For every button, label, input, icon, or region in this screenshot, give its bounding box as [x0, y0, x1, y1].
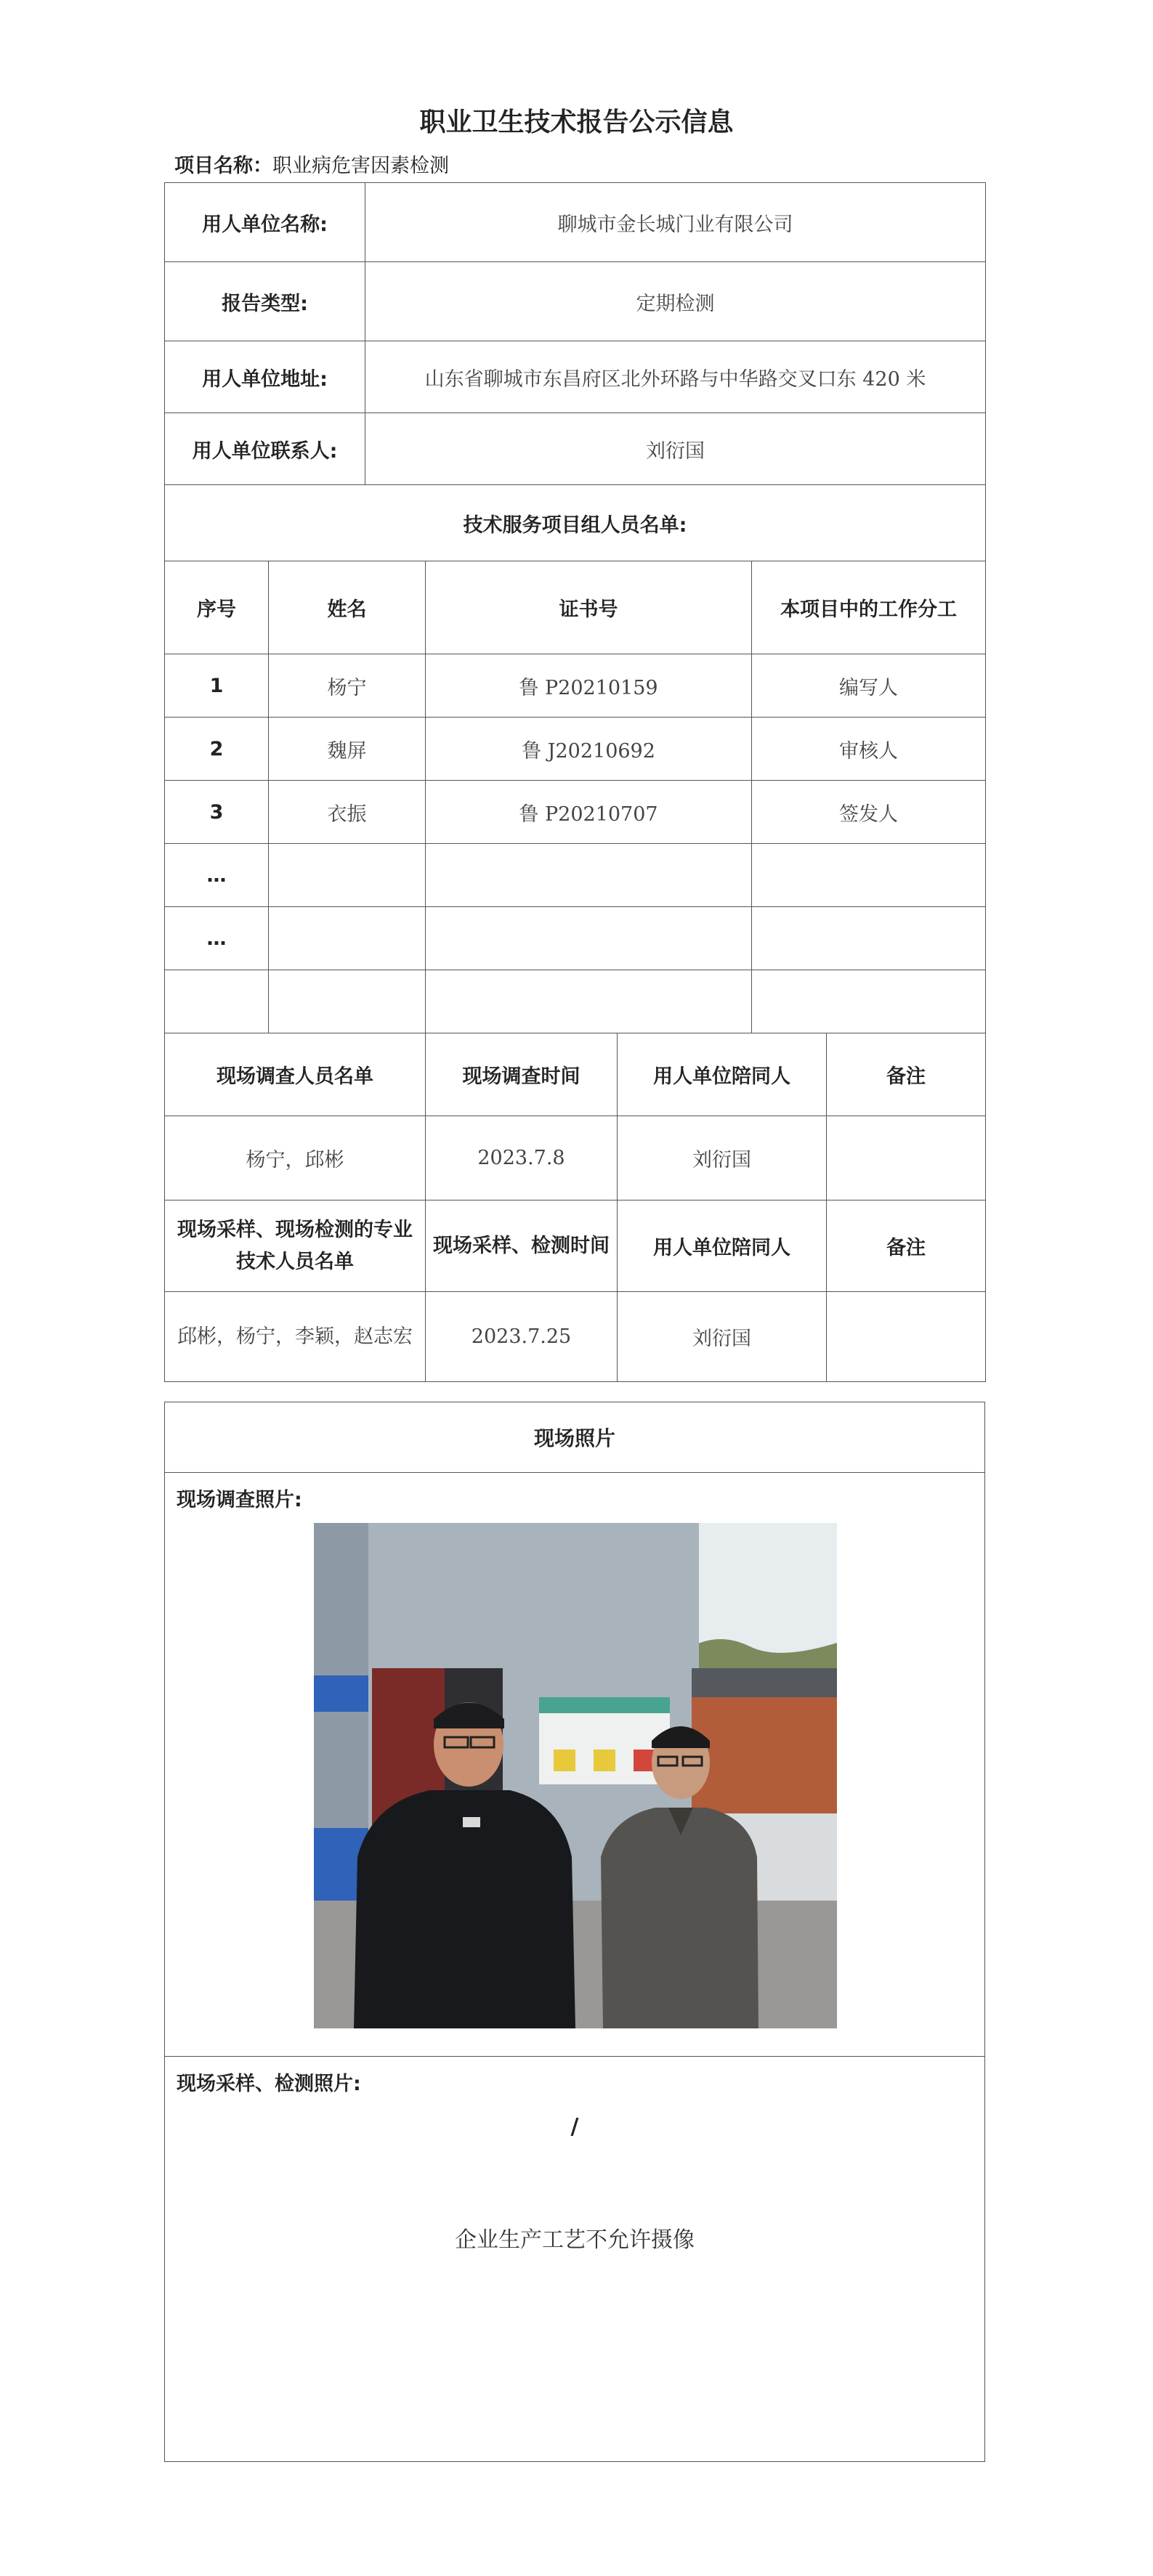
member-role: 编写人 — [752, 654, 986, 718]
member-name: 衣振 — [269, 781, 426, 844]
employer-contact-value: 刘衍国 — [365, 413, 986, 485]
table-row — [165, 781, 986, 844]
sampling-photo-label: 现场采样、检测照片: — [177, 2073, 361, 2095]
survey-header-escort: 用人单位陪同人 — [618, 1033, 827, 1116]
member-name — [269, 907, 426, 970]
table-row — [165, 844, 986, 907]
survey-photo — [314, 1523, 837, 2028]
sampling-header-escort: 用人单位陪同人 — [618, 1200, 827, 1292]
employer-contact-label: 用人单位联系人: — [165, 413, 365, 485]
certificate-number — [426, 907, 752, 970]
member-name — [269, 844, 426, 907]
row-number: 3 — [165, 781, 269, 844]
sampling-photo-note: 企业生产工艺不允许摄像 — [455, 2227, 695, 2253]
member-name: 魏屏 — [269, 718, 426, 781]
report-type-label: 报告类型: — [165, 262, 365, 341]
photo-section-divider — [165, 2056, 984, 2057]
certificate-number — [426, 844, 752, 907]
row-number: … — [165, 844, 269, 907]
survey-remark — [827, 1116, 986, 1200]
survey-escort: 刘衍国 — [618, 1116, 827, 1200]
table-row — [165, 654, 986, 718]
table-row — [165, 718, 986, 781]
employer-address-label: 用人单位地址: — [165, 341, 365, 413]
survey-header-staff: 现场调查人员名单 — [165, 1033, 426, 1116]
report-type-value: 定期检测 — [365, 262, 986, 341]
survey-staff: 杨宁，邱彬 — [165, 1116, 426, 1200]
member-role: 签发人 — [752, 781, 986, 844]
team-roster-table — [164, 561, 986, 1033]
team-header-role: 本项目中的工作分工 — [752, 561, 986, 654]
member-role — [752, 844, 986, 907]
member-role — [752, 907, 986, 970]
survey-header-remark: 备注 — [827, 1033, 986, 1116]
member-name: 杨宁 — [269, 654, 426, 718]
survey-sampling-table — [164, 1033, 986, 1382]
sampling-remark — [827, 1292, 986, 1382]
survey-time: 2023.7.8 — [426, 1116, 618, 1200]
certificate-number: 鲁 J20210692 — [426, 718, 752, 781]
sampling-time: 2023.7.25 — [426, 1292, 618, 1382]
survey-photo-label: 现场调查照片: — [177, 1489, 302, 1511]
team-header-name: 姓名 — [269, 561, 426, 654]
table-row — [165, 1116, 986, 1200]
project-name-line — [174, 150, 449, 178]
member-name — [269, 970, 426, 1033]
team-header-cert: 证书号 — [426, 561, 752, 654]
survey-header-time: 现场调查时间 — [426, 1033, 618, 1116]
employer-address-value: 山东省聊城市东昌府区北外环路与中华路交叉口东 420 米 — [365, 341, 986, 413]
sampling-header-remark: 备注 — [827, 1200, 986, 1292]
table-row — [165, 970, 986, 1033]
sampling-photo-placeholder: / — [570, 2114, 579, 2140]
employer-info-table — [164, 182, 986, 561]
sampling-escort: 刘衍国 — [618, 1292, 827, 1382]
certificate-number: 鲁 P20210159 — [426, 654, 752, 718]
sampling-header-staff: 现场采样、现场检测的专业技术人员名单 — [165, 1200, 426, 1292]
member-role: 审核人 — [752, 718, 986, 781]
row-number: 2 — [165, 718, 269, 781]
site-photos-title: 现场照片 — [165, 1402, 984, 1473]
project-name-value: 职业病危害因素检测 — [272, 155, 449, 177]
certificate-number: 鲁 P20210707 — [426, 781, 752, 844]
row-number — [165, 970, 269, 1033]
sampling-header-time: 现场采样、检测时间 — [426, 1200, 618, 1292]
row-number: 1 — [165, 654, 269, 718]
sampling-staff: 邱彬，杨宁，李颖，赵志宏 — [165, 1292, 426, 1382]
employer-name-label: 用人单位名称: — [165, 183, 365, 262]
table-row — [165, 1292, 986, 1382]
row-number: … — [165, 907, 269, 970]
team-header-no: 序号 — [165, 561, 269, 654]
member-role — [752, 970, 986, 1033]
employer-name-value: 聊城市金长城门业有限公司 — [365, 183, 986, 262]
table-row — [165, 907, 986, 970]
team-title: 技术服务项目组人员名单: — [165, 485, 986, 561]
site-photos-section — [164, 1402, 985, 2462]
project-name-label: 项目名称： — [174, 155, 272, 177]
certificate-number — [426, 970, 752, 1033]
page-title: 职业卫生技术报告公示信息 — [419, 107, 734, 137]
